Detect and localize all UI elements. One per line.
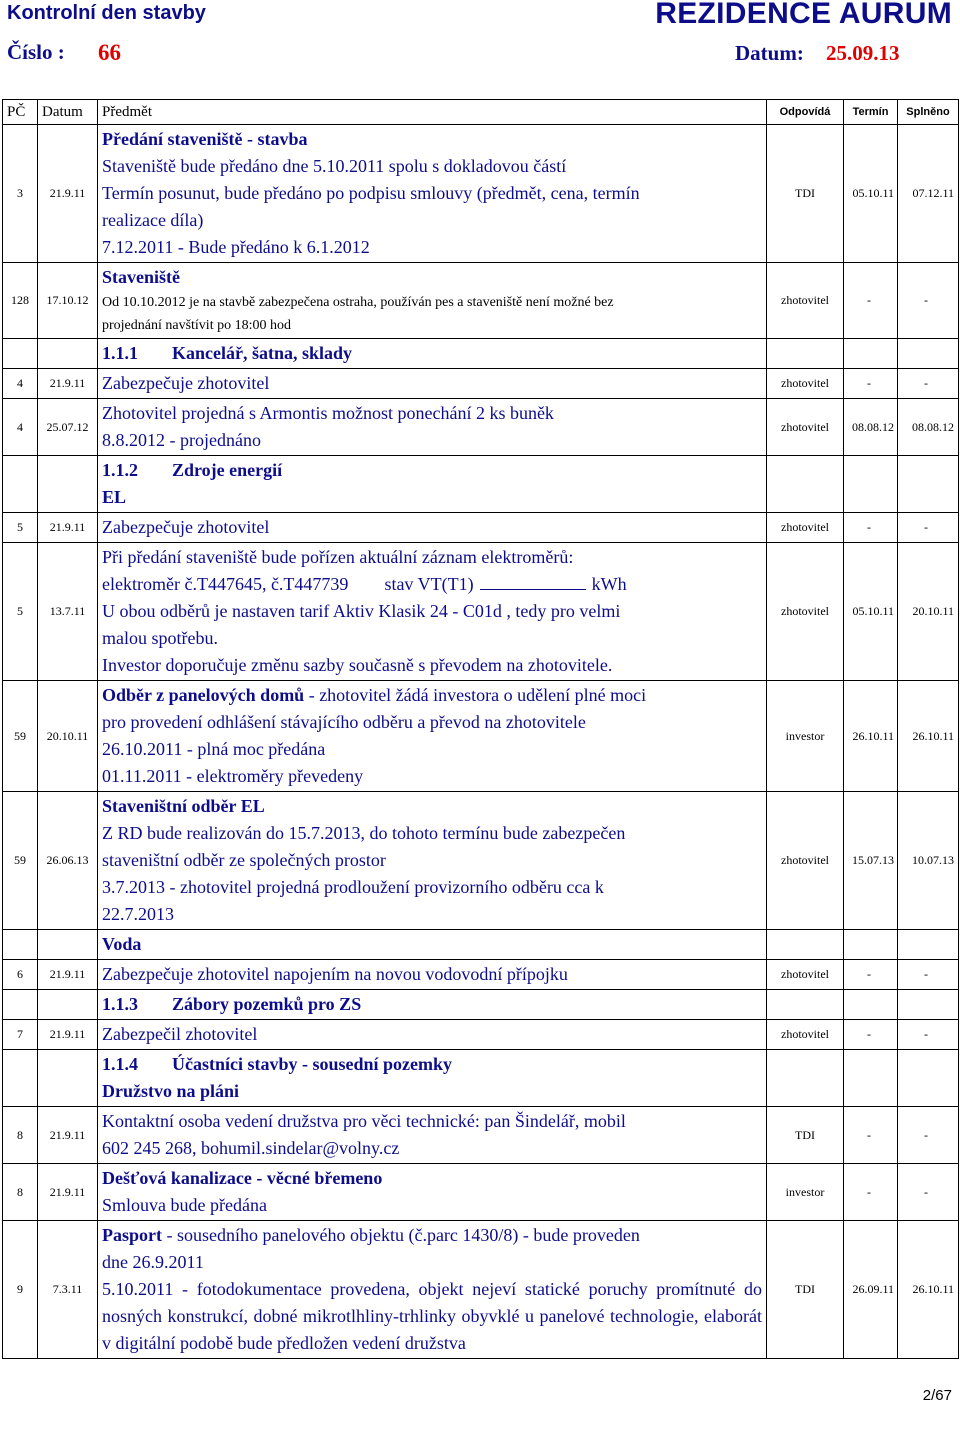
section-row — [3, 930, 959, 960]
col-header-done: Splněno — [898, 100, 959, 125]
row-pc: 6 — [3, 960, 38, 990]
table-header-row — [3, 100, 959, 125]
table-row — [3, 125, 959, 263]
table-row — [3, 1107, 959, 1164]
row-term: - — [844, 513, 898, 543]
row-line: Kontaktní osoba vedení družstva pro věci technické: pan Šindelář, mobil — [102, 1111, 626, 1131]
row-term: - — [844, 1020, 898, 1050]
date-value: 25.09.13 — [826, 41, 900, 65]
section-row — [3, 1050, 959, 1107]
row-term: 08.08.12 — [844, 399, 898, 456]
row-done: 26.10.11 — [898, 1221, 959, 1359]
section-heading — [98, 1050, 767, 1107]
table-row — [3, 681, 959, 792]
row-line: malou spotřebu. — [102, 628, 218, 648]
row-line: 602 245 268, bohumil.sindelar@volny.cz — [102, 1138, 400, 1158]
row-pc: 59 — [3, 792, 38, 930]
section-heading — [98, 456, 767, 513]
row-pc: 8 — [3, 1107, 38, 1164]
row-done: - — [898, 263, 959, 339]
row-pc: 5 — [3, 513, 38, 543]
row-responsible: zhotovitel — [767, 792, 844, 930]
row-line: projednání navštívit po 18:00 hod — [102, 318, 291, 333]
row-subject — [98, 263, 767, 339]
row-line: Zabezpečil zhotovitel — [102, 1024, 258, 1044]
row-pc: 3 — [3, 125, 38, 263]
table-row — [3, 399, 959, 456]
row-done: 10.07.13 — [898, 792, 959, 930]
row-responsible: TDI — [767, 125, 844, 263]
table-row — [3, 1221, 959, 1359]
row-date: 20.10.11 — [38, 681, 98, 792]
row-done: - — [898, 369, 959, 399]
row-title: Dešťová kanalizace - věcné břemeno — [102, 1168, 383, 1188]
row-responsible: zhotovitel — [767, 263, 844, 339]
row-line — [102, 682, 762, 709]
row-pc: 9 — [3, 1221, 38, 1359]
row-responsible: zhotovitel — [767, 960, 844, 990]
row-term: - — [844, 1164, 898, 1221]
row-term: - — [844, 369, 898, 399]
row-date: 17.10.12 — [38, 263, 98, 339]
row-pc: 4 — [3, 369, 38, 399]
section-heading — [98, 990, 767, 1020]
row-date: 21.9.11 — [38, 1020, 98, 1050]
table-row — [3, 1164, 959, 1221]
section-number: 1.1.2 — [102, 460, 138, 480]
inspection-table — [2, 99, 959, 1359]
row-term: - — [844, 1107, 898, 1164]
row-responsible: zhotovitel — [767, 369, 844, 399]
table-row — [3, 513, 959, 543]
row-responsible: zhotovitel — [767, 513, 844, 543]
row-line: U obou odběrů je nastaven tarif Aktiv Klasik 24 - C01d , tedy pro velmi — [102, 601, 621, 621]
row-date: 21.9.11 — [38, 1164, 98, 1221]
col-header-subject: Předmět — [98, 100, 767, 125]
row-line: Od 10.10.2012 je na stavbě zabezpečena ostraha, používán pes a staveniště není možné bez — [102, 295, 614, 310]
row-pc: 4 — [3, 399, 38, 456]
row-line: 7.12.2011 - Bude předáno k 6.1.2012 — [102, 237, 370, 257]
row-line: staveništní odběr ze společných prostor — [102, 850, 386, 870]
row-line: Zhotovitel projedná s Armontis možnost ponechání 2 ks buněk — [102, 403, 554, 423]
row-line: Termín posunut, bude předáno po podpisu smlouvy (předmět, cena, termín — [102, 183, 640, 203]
row-line: dne 26.9.2011 — [102, 1252, 204, 1272]
row-date: 13.7.11 — [38, 543, 98, 681]
project-brand: REZIDENCE AURUM — [655, 0, 952, 30]
section-title: Kancelář, šatna, sklady — [172, 343, 353, 363]
row-responsible: TDI — [767, 1107, 844, 1164]
blank-field — [480, 573, 586, 590]
meter-numbers: elektroměr č.T447645, č.T447739 — [102, 574, 349, 594]
row-subject — [98, 1164, 767, 1221]
document-title: Kontrolní den stavby — [7, 2, 206, 24]
table-row — [3, 369, 959, 399]
row-term: 15.07.13 — [844, 792, 898, 930]
section-title: Zdroje energií — [172, 460, 283, 480]
date-label: Datum: — [735, 41, 804, 65]
row-done: - — [898, 1107, 959, 1164]
row-line: Z RD bude realizován do 15.7.2013, do tohoto termínu bude zabezpečen — [102, 823, 626, 843]
row-responsible: zhotovitel — [767, 399, 844, 456]
section-heading — [98, 930, 767, 960]
row-line-rest: - sousedního panelového objektu (č.parc 1430/8) - bude proveden — [162, 1225, 640, 1245]
table-row — [3, 543, 959, 681]
page-header — [0, 0, 960, 90]
row-line: Při předání staveniště bude pořízen aktuální záznam elektroměrů: — [102, 547, 574, 567]
row-title: Staveništní odběr EL — [102, 796, 265, 816]
row-pc: 128 — [3, 263, 38, 339]
section-number: 1.1.4 — [102, 1054, 138, 1074]
row-date: 21.9.11 — [38, 369, 98, 399]
row-title: Pasport — [102, 1225, 162, 1245]
row-responsible: zhotovitel — [767, 543, 844, 681]
row-line — [102, 1222, 762, 1249]
row-line: realizace díla) — [102, 210, 204, 230]
row-subject — [98, 960, 767, 990]
row-line-rest: - zhotovitel žádá investora o udělení plné moci — [304, 685, 647, 705]
row-pc: 8 — [3, 1164, 38, 1221]
row-pc: 5 — [3, 543, 38, 681]
row-responsible: TDI — [767, 1221, 844, 1359]
table-row — [3, 1020, 959, 1050]
row-done: - — [898, 1164, 959, 1221]
row-date: 21.9.11 — [38, 1107, 98, 1164]
row-date: 21.9.11 — [38, 125, 98, 263]
row-title: Staveniště — [102, 267, 180, 287]
row-pc: 7 — [3, 1020, 38, 1050]
row-paragraph: 5.10.2011 - fotodokumentace provedena, objekt nejeví statické poruchy promítnuté do nosných konstrukcí, dobné mikrotlhliny-trhlinky obyvklé u panelové technologie, elaborát v digitální podobě bude předložen vedení družstva — [102, 1279, 762, 1353]
row-subject — [98, 543, 767, 681]
row-line: Zabezpečuje zhotovitel napojením na novou vodovodní přípojku — [102, 964, 568, 984]
row-term: - — [844, 960, 898, 990]
section-subheading: EL — [102, 487, 127, 507]
row-line: Smlouva bude předána — [102, 1195, 267, 1215]
row-done: - — [898, 513, 959, 543]
col-header-date: Datum — [38, 100, 98, 125]
row-line: Zabezpečuje zhotovitel — [102, 373, 270, 393]
row-term: 05.10.11 — [844, 543, 898, 681]
row-pc: 59 — [3, 681, 38, 792]
section-title: Voda — [102, 934, 142, 954]
row-line: pro provedení odhlášení stávajícího odběru a převod na zhotovitele — [102, 712, 586, 732]
row-done: 08.08.12 — [898, 399, 959, 456]
row-responsible: zhotovitel — [767, 1020, 844, 1050]
row-line: 22.7.2013 — [102, 904, 174, 924]
table-row — [3, 792, 959, 930]
section-row — [3, 339, 959, 369]
row-line: Staveniště bude předáno dne 5.10.2011 spolu s dokladovou částí — [102, 156, 567, 176]
page-number: 2/67 — [922, 1387, 952, 1404]
row-done: 20.10.11 — [898, 543, 959, 681]
row-subject — [98, 1107, 767, 1164]
row-responsible: investor — [767, 681, 844, 792]
section-number: 1.1.1 — [102, 343, 138, 363]
row-title: Předání staveniště - stavba — [102, 129, 308, 149]
section-title: Zábory pozemků pro ZS — [172, 994, 362, 1014]
row-date: 26.06.13 — [38, 792, 98, 930]
meter-unit: kWh — [591, 574, 627, 594]
row-subject — [98, 399, 767, 456]
row-line — [102, 571, 762, 598]
meter-state-label: stav VT(T1) — [384, 574, 474, 594]
number-label: Číslo : — [7, 40, 65, 64]
row-line: Zabezpečuje zhotovitel — [102, 517, 270, 537]
row-subject — [98, 125, 767, 263]
section-heading — [98, 339, 767, 369]
section-title: Účastníci stavby - sousední pozemky — [172, 1054, 453, 1074]
row-done: 07.12.11 — [898, 125, 959, 263]
row-subject — [98, 369, 767, 399]
row-subject — [98, 513, 767, 543]
row-line: 01.11.2011 - elektroměry převedeny — [102, 766, 364, 786]
row-line: 8.8.2012 - projednáno — [102, 430, 261, 450]
section-number: 1.1.3 — [102, 994, 138, 1014]
row-done: 26.10.11 — [898, 681, 959, 792]
section-subheading: Družstvo na pláni — [102, 1081, 240, 1101]
table-row — [3, 263, 959, 339]
row-title: Odběr z panelových domů — [102, 685, 305, 705]
row-done: - — [898, 960, 959, 990]
row-date: 7.3.11 — [38, 1221, 98, 1359]
row-term: - — [844, 263, 898, 339]
table-row — [3, 960, 959, 990]
row-date: 21.9.11 — [38, 960, 98, 990]
row-subject — [98, 681, 767, 792]
row-done: - — [898, 1020, 959, 1050]
row-responsible: investor — [767, 1164, 844, 1221]
col-header-term: Termín — [844, 100, 898, 125]
row-subject — [98, 1020, 767, 1050]
row-line: 26.10.2011 - plná moc předána — [102, 739, 326, 759]
section-row — [3, 990, 959, 1020]
row-date: 21.9.11 — [38, 513, 98, 543]
row-subject — [98, 792, 767, 930]
row-term: 26.09.11 — [844, 1221, 898, 1359]
row-line: Investor doporučuje změnu sazby současně s převodem na zhotovitele. — [102, 655, 613, 675]
row-date: 25.07.12 — [38, 399, 98, 456]
row-term: 05.10.11 — [844, 125, 898, 263]
number-value: 66 — [98, 40, 121, 65]
row-term: 26.10.11 — [844, 681, 898, 792]
col-header-pc: PČ — [3, 100, 38, 125]
row-subject — [98, 1221, 767, 1359]
col-header-responsible: Odpovídá — [767, 100, 844, 125]
row-line: 3.7.2013 - zhotovitel projedná prodloužení provizorního odběru cca k — [102, 877, 604, 897]
section-row — [3, 456, 959, 513]
